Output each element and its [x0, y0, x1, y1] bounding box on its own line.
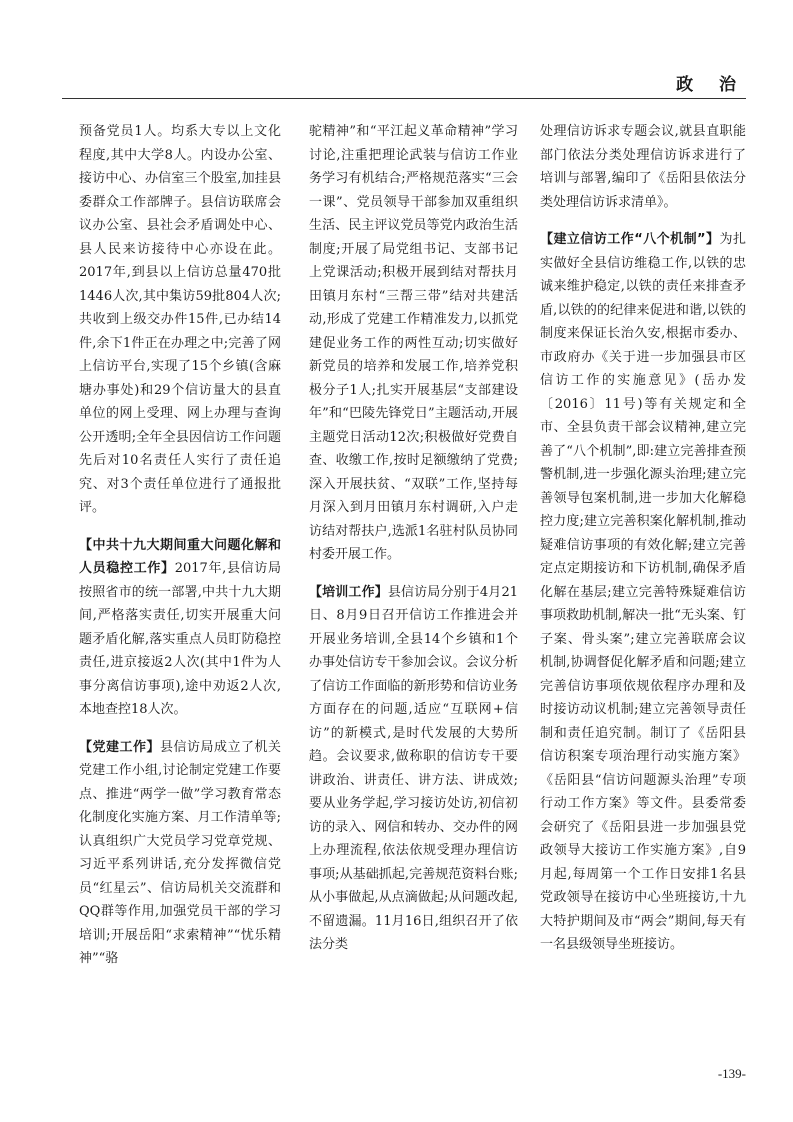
paragraph — [309, 581, 518, 957]
paragraph — [79, 120, 281, 520]
paragraph — [79, 736, 281, 971]
text-column-2 — [309, 120, 518, 957]
paragraph — [540, 120, 746, 214]
paragraph-text: 县信访局成立了机关党建工作小组,讨论制定党建工作要点、推进“两学一做”学习教育常态化制度化实施方案、月工作清单等;认真组织广大党员学习党章党规、习近平系列讲话,充分发挥微信党员“红星云”、信访局机关交流群和QQ群等作用,加强党员干部的学习培训;开展岳阳“求索精神”“忧乐精神”“骆 — [79, 739, 281, 966]
section-heading: 【党建工作】 — [79, 739, 160, 755]
paragraph-text: 预备党员1人。均系大专以上文化程度,其中大学8人。内设办公室、接访中心、办信室三个股室,加挂县委群众工作部牌子。县信访联席会议办公室、县社会矛盾调处中心、县人民来访接待中心亦设在此。2017年,到县以上信访总量470批1446人次,其中集访59批804人次;共收到上级交办件15件,已办结14件,余下1件正在办理之中;完善了网上信访平台,实现了15个乡镇(含麻塘办事处)和29个信访量大的县直单位的网上受理、网上办理与查询公开透明;全年全县因信访工作问题先后对10名责任人实行了责任追究、对3个责任单位进行了通报批评。 — [79, 124, 281, 515]
running-header — [62, 70, 746, 96]
paragraph — [309, 120, 518, 567]
section-heading: 【培训工作】 — [309, 584, 388, 600]
section-title: 政 治 — [676, 75, 746, 95]
section-heading: 【建立信访工作“八个机制”】 — [540, 232, 720, 247]
paragraph — [79, 534, 281, 722]
section-heading: 【中共十九大期间重大问题化解和人员稳控工作】 — [79, 537, 281, 576]
paragraph-text: 为扎实做好全县信访维稳工作,以铁的忠诚来维护稳定,以铁的责任来排查矛盾,以铁的的纪律来促进和谐,以铁的制度来保证长治久安,根据市委办、市政府办《关于进一步加强县市区信访工作的实施意见》(岳办发〔2016〕11号)等有关规定和全市、全县负责干部会议精神,建立完善了“八个机制”,即:建立完善排查预警机制,进一步强化源头治理;建立完善领导包案机制,进一步加大化解稳控力度;建立完善积案化解机制,推动疑难信访事项的有效化解;建立完善定点定期接访和下访机制,确保矛盾化解在基层;建立完善特殊疑难信访事项救助机制,解决一批“无头案、钉子案、骨头案”;建立完善联席会议机制,协调督促化解矛盾和问题;建立完善信访事项依规依程序办理和及时接访动议机制;建立完善领导责任制和责任追究制。制订了《岳阳县信访积案专项治理行动实施方案》《岳阳县“信访问题源头治理”专项行动工作方案》等文件。县委常委会研究了《岳阳县进一步加强县党政领导大接访工作实施方案》,自9月起,每周第一个工作日安排1名县党政领导在接访中心坐班接访,十九大特护期间及市“两会”期间,每天有一名县级领导坐班接访。 — [540, 232, 746, 952]
paragraph-text: 驼精神”和“平江起义革命精神”学习讨论,注重把理论武装与信访工作业务学习有机结合;严格规范落实“三会一课”、党员领导干部参加双重组织生活、民主评议党员等党内政治生活制度;开展了局党组书记、支部书记上党课活动;积极开展到结对帮扶月田镇月东村“三帮三带”结对共建活动,形成了党建工作精准发力,以抓党建促业务工作的两性互动;切实做好新党员的培养和发展工作,培养党积极分子1人;扎实开展基层“支部建设年”和“巴陵先锋党日”主题活动,开展主题党日活动12次;积极做好党费自查、收缴工作,按时足额缴纳了党费;深入开展扶贫、“双联”工作,坚持每月深入到月田镇月东村调研,入户走访结对帮扶户,选派1名驻村队员协同村委开展工作。 — [309, 124, 518, 562]
paragraph-text: 处理信访诉求专题会议,就县直职能部门依法分类处理信访诉求进行了培训与部署,编印了《岳阳县依法分类处理信访诉求清单》。 — [540, 124, 746, 210]
text-column-3 — [540, 120, 746, 957]
header-rule — [62, 98, 746, 99]
paragraph — [540, 228, 746, 957]
paragraph-text: 2017年,县信访局按照省市的统一部署,中共十九大期间,严格落实责任,切实开展重大问题矛盾化解,落实重点人员盯防稳控责任,进京接返2人次(其中1件为人事分离信访事项),途中劝返2人次,本地查控18人次。 — [79, 561, 281, 717]
paragraph-text: 县信访局分别于4月21日、8月9日召开信访工作推进会并开展业务培训,全县14个乡镇和1个办事处信访专干参加会议。会议分析了信访工作面临的新形势和信访业务方面存在的问题,适应“互联网+信访”的新模式,是时代发展的大势所趋。会议要求,做称职的信访专干要讲政治、讲责任、讲方法、讲成效;要从业务学起,学习接访处访,初信初访的录入、网信和转办、交办件的网上办理流程,依法依规受理办理信访事项;从基础抓起,完善规范资料台账;从小事做起,从点滴做起;从问题改起,不留遗漏。11月16日,组织召开了依法分类 — [309, 584, 518, 952]
text-column-1 — [79, 120, 281, 971]
page-number: -139- — [717, 1066, 746, 1081]
